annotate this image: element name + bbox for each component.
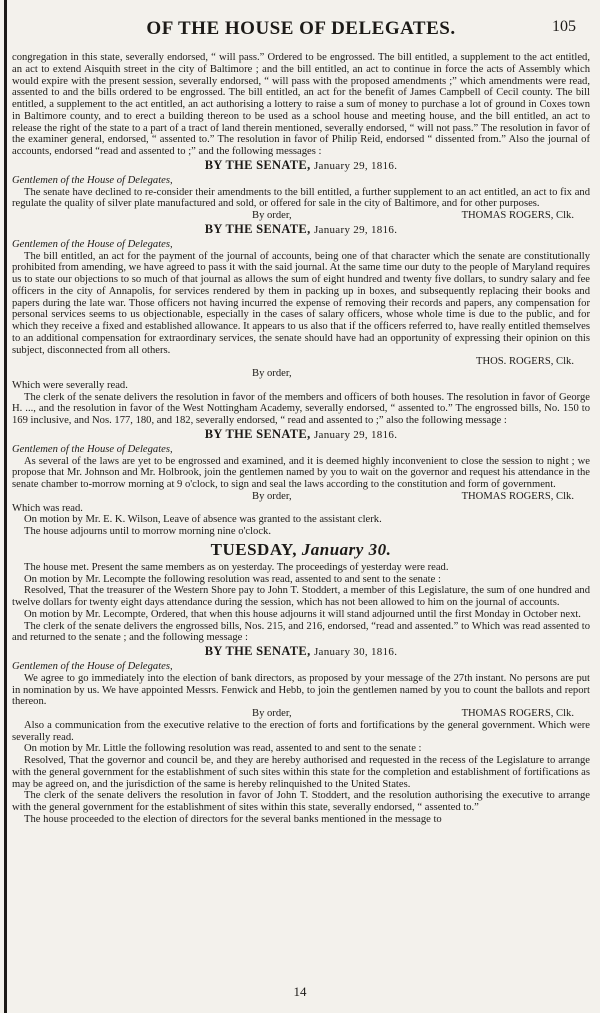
page-body	[12, 52, 590, 984]
paragraph: Also a communication from the executive relative to the erection of forts and fortifications by the general government. Which were severally read.	[12, 719, 590, 743]
salutation: Gentlemen of the House of Delegates,	[12, 443, 173, 455]
signature-line	[12, 708, 590, 720]
paragraph: On motion by Mr. E. K. Wilson, Leave of absence was granted to the assistant clerk.	[24, 514, 382, 526]
dateline-date: January 29, 1816.	[313, 223, 398, 236]
senate-dateline	[12, 222, 590, 237]
paragraph: The clerk of the senate delivers the engrossed bills, Nos. 215, and 216, endorsed, “read and assented.” to Which was read assented to and returned to the senate ; and the following message :	[12, 620, 590, 644]
paragraph: The house adjourns until to morrow morning nine o'clock.	[24, 526, 271, 537]
paragraph: Resolved, That the governor and council be, and they are hereby authorised and requested in the recess of the Legislature to arrange with the general government for the establishment of such sites within this state for the completion and establishment of fortifications as may be agreed on, and the jurisdiction of the same is hereby relinquished to the United States.	[12, 755, 590, 790]
senate-dateline	[12, 427, 590, 442]
signature-line	[12, 491, 590, 503]
signer: THOMAS ROGERS, Clk.	[461, 490, 574, 502]
signature-line	[12, 210, 590, 222]
paragraph: Which was read.	[12, 502, 83, 514]
paragraph: congregation in this state, severally endorsed, “ will pass.” Ordered to be engrossed. The bill entitled, a supplement to the act entitled, an act to extend Aisquith street in the city of Baltimore ; and the bill entitled, an act to continue in force the acts of Assembly which would expire with the present session, severally endorsed, “ will pass with the proposed amendments ;” which amendments were read, assented to and the bills ordered to be engrossed. The bill entitled, an act for the benefit of James Campbell of Cecil county. The bill entitled, a supplement to the act entitled, an act authorising a lottery to raise a sum of money to purchase a lot of ground in Coxes town in Baltimore county, and to erect a building thereon to be used as a school house and meeting house, and the bill entitled, an act to release the right of the state to a part of a tract of land therein mentioned, severally endorsed, “ will not pass.” The resolution in favor of the examiner general, endorsed, “ assented to.” The resolution in favor of Philip Reid, endorsed “ dissented from.” Also the journal of accounts, endorsed “read and assented to ;” and the following messages :	[12, 52, 590, 157]
dateline-label: BY THE SENATE,	[204, 644, 311, 658]
by-order: By order,	[252, 708, 292, 719]
paragraph: The clerk of the senate delivers the resolution in favor of the members and officers of both houses. The resolution in favor of George H. ..., and the resolution in favor of the West Nottingham Academy, severally endorsed, “ assented to.” The engrossed bills, No. 150 to 169 inclusive, and Nos. 177, 180, and 182, severally endorsed, “ read and assented to ;” also the following message :	[12, 391, 590, 426]
signer: THOMAS ROGERS, Clk.	[461, 210, 574, 221]
dateline-date: January 29, 1816.	[313, 428, 398, 441]
by-order: By order,	[252, 210, 292, 221]
message-text: The bill entitled, an act for the payment of the journal of accounts, being one of that character which the senate are constitutionally prohibited from amending, we have agreed to pass it with the said journal. At the same time our duty to the people of Maryland requires us to state our objections to so much of that journal as allows the sum of eight hundred and twenty five dollars, to sundry salary and fee officers in the city of Annapolis, for services rendered by them in packing up in boxes, and subsequently replacing their books and papers during the late war. Those officers not having incurred the expense of removing their records and papers, any compensation for personal services seems to us objectionable, especially in the cases of salary officers, whose whole time is due to the public, and for which they receive a fixed and established allowance. It appears to us also that if the officers referred to, have really entitled themselves to an additional compensation for extraordinary services, the senate should have had an opportunity of expressing their opinion on this subject, disconnected from all others.	[12, 250, 590, 356]
day-date: January 30.	[301, 539, 392, 559]
dateline-date: January 30, 1816.	[313, 646, 398, 658]
paragraph: The house met. Present the same members as on yesterday. The proceedings of yesterday were read.	[24, 561, 449, 573]
message-text: As several of the laws are yet to be engrossed and examined, and it is deemed highly inconvenient to close the session to night ; we propose that Mr. Johnson and Mr. Holbrook, join the gentlemen named by you to wait on the governor and request his attendance in the senate chamber to-morrow morning at 9 o'clock, to sign and seal the laws according to the constitution and form of government.	[12, 455, 590, 490]
senate-dateline	[12, 158, 590, 173]
signature-line	[12, 368, 590, 380]
page-header	[12, 18, 590, 46]
dateline-date: January 29, 1816.	[313, 159, 398, 172]
senate-dateline	[12, 644, 590, 659]
day-label: TUESDAY,	[210, 539, 298, 559]
salutation: Gentlemen of the House of Delegates,	[12, 661, 173, 672]
page-edge-rule	[4, 0, 7, 1013]
by-order: By order,	[252, 490, 292, 502]
message-text: The senate have declined to re-consider their amendments to the bill entitled, a further supplement to an act entitled, an act to fix and regulate the quality of silver plate manufactured and sold, or offered for sale in the city of Baltimore, and for other purposes.	[12, 186, 590, 210]
signer: THOMAS ROGERS, Clk.	[461, 708, 574, 719]
day-heading	[12, 540, 590, 560]
paragraph: On motion by Mr. Little the following resolution was read, assented to and sent to the senate :	[24, 743, 422, 755]
running-head: OF THE HOUSE OF DELEGATES.	[146, 18, 456, 39]
message-text: We agree to go immediately into the election of bank directors, as proposed by your message of the 27th instant. No persons are put in nomination by us. We have appointed Messrs. Fenwick and Hebb, to join the gentlemen named by you to count the ballots and report thereon.	[12, 672, 590, 708]
salutation: Gentlemen of the House of Delegates,	[12, 174, 173, 186]
signature-mark: 14	[293, 984, 307, 999]
paragraph: On motion by Mr. Lecompte, Ordered, that when this house adjourns it will stand adjourned until the first Monday in October next.	[24, 608, 581, 620]
paragraph: On motion by Mr. Lecompte the following resolution was read, assented to and sent to the senate :	[24, 573, 441, 585]
salutation: Gentlemen of the House of Delegates,	[12, 238, 173, 250]
paragraph: The clerk of the senate delivers the resolution in favor of John T. Stoddert, and the resolution authorising the executive to arrange with the general government for the establishment of sites within this state, severally endorsed, “ assented to.”	[12, 790, 590, 813]
page-number: 105	[552, 18, 576, 35]
dateline-label: BY THE SENATE,	[204, 157, 311, 172]
dateline-label: BY THE SENATE,	[204, 221, 311, 236]
paragraph: Resolved, That the treasurer of the Western Shore pay to John T. Stoddert, a member of this Legislature, the sum of one hundred and twelve dollars for twenty eight days attendance during the session, which has not been allowed to him on the journal of accounts.	[12, 585, 590, 608]
by-order: By order,	[252, 368, 292, 379]
paragraph: The house proceeded to the election of directors for the several banks mentioned in the message to	[24, 813, 442, 825]
dateline-label: BY THE SENATE,	[204, 426, 311, 441]
paragraph: Which were severally read.	[12, 379, 128, 391]
signer: THOS. ROGERS, Clk.	[475, 356, 574, 368]
